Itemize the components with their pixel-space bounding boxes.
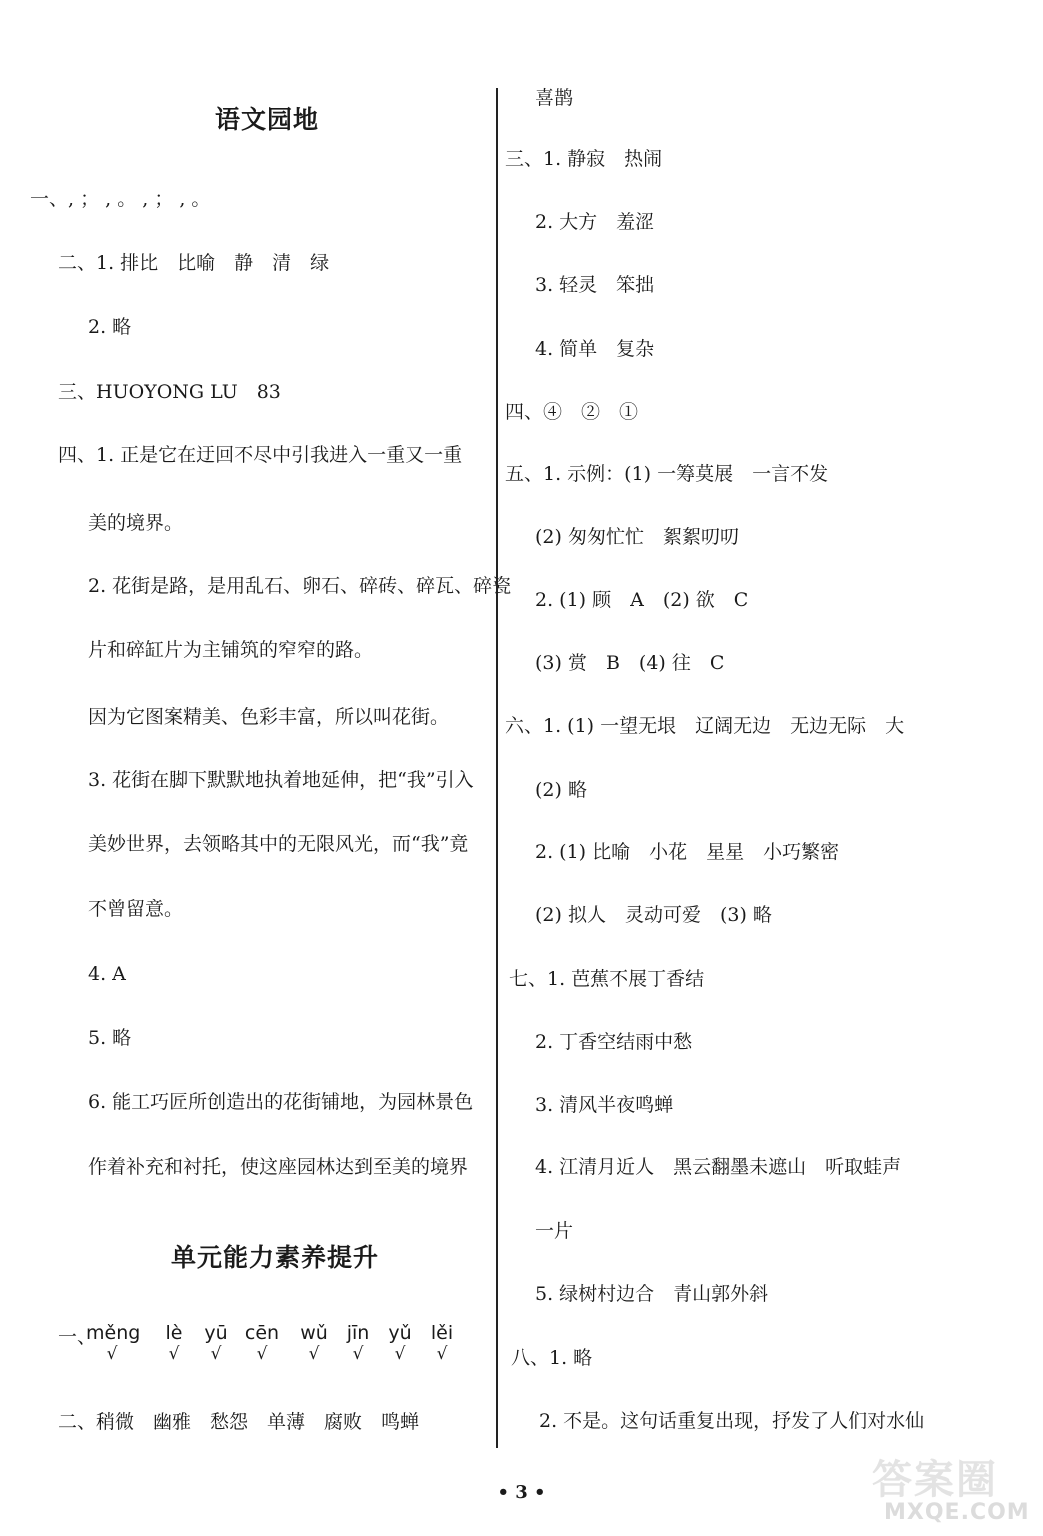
answer-line: 二、稍微 幽雅 愁怨 单薄 腐败 鸣蝉 [58,1411,420,1433]
answer-line: 三、1. 静寂 热闹 [505,148,663,170]
check-mark-icon: √ [256,1344,268,1364]
answer-line: 作着补充和衬托，使这座园林达到至美的境界 [88,1156,469,1178]
answer-line: 6. 能工巧匠所创造出的花街铺地，为园林景色 [88,1091,474,1113]
answer-line: (2) 拟人 灵动可爱 (3) 略 [535,904,772,926]
answer-line: 片和碎缸片为主铺筑的窄窄的路。 [88,639,374,661]
answer-line: 二、1. 排比 比喻 静 清 绿 [58,252,330,274]
answer-line: 4. 江清月近人 黑云翻墨未遮山 听取蛙声 [535,1156,902,1178]
watermark-logo [872,1448,1030,1528]
answer-line: 喜鹊 [535,87,574,109]
check-mark-icon: √ [436,1344,448,1364]
answer-line: 2. 大方 羞涩 [535,211,655,233]
question-number: 一、 [58,1326,97,1348]
column-divider [496,88,498,1448]
answer-line: (2) 略 [535,779,587,801]
section-title-yuwen-yuandi: 语文园地 [215,105,320,134]
answer-line: 2. (1) 顾 A (2) 欲 C [535,589,749,611]
answer-line: 五、1. 示例：(1) 一筹莫展 一言不发 [505,463,829,485]
answer-line: 2. 略 [88,316,132,338]
pinyin-item: yū √ [190,1322,242,1364]
answer-line: 2. 花街是路，是用乱石、卵石、碎砖、碎瓦、碎瓷 [88,575,512,597]
answer-line: 5. 绿树村边合 青山郭外斜 [535,1283,769,1305]
pinyin-item: lěi √ [416,1322,468,1364]
check-mark-icon: √ [352,1344,364,1364]
answer-line: 一、, ； , 。 , ； , 。 [30,188,211,210]
answer-line: 八、1. 略 [511,1347,593,1369]
answer-line: 2. (1) 比喻 小花 星星 小巧繁密 [535,841,840,863]
answer-line: 七、1. 芭蕉不展丁香结 [509,968,705,990]
check-mark-icon: √ [394,1344,406,1364]
watermark-text: 答案圈 [872,1457,998,1503]
check-mark-icon: √ [168,1344,180,1364]
answer-line: 六、1. (1) 一望无垠 辽阔无边 无边无际 大 [505,715,905,737]
check-mark-icon: √ [308,1344,320,1364]
check-mark-icon: √ [106,1344,118,1364]
answer-line: 一片 [535,1220,574,1242]
pinyin-item: cēn √ [236,1322,288,1364]
watermark-url: MXQE.COM [884,1500,1030,1525]
answer-line: (2) 匆匆忙忙 絮絮叨叨 [535,526,739,548]
pinyin-item: yǔ √ [374,1322,426,1364]
answer-line: 美妙世界，去领略其中的无限风光，而“我”竟 [88,833,469,855]
answer-line: (3) 赏 B (4) 往 C [535,652,725,674]
pinyin-item: měng √ [86,1322,141,1364]
pinyin-answer-row [58,1322,478,1368]
answer-line: 3. 清风半夜鸣蝉 [535,1094,674,1116]
answer-line: 5. 略 [88,1027,132,1049]
pinyin-item: lè √ [148,1322,200,1364]
page-number: • 3 • [497,1482,546,1503]
answer-line: 2. 丁香空结雨中愁 [535,1031,693,1053]
pinyin-item: jīn √ [332,1322,384,1364]
answer-line: 三、HUOYONG LU 83 [58,381,281,403]
answer-line: 因为它图案精美、色彩丰富，所以叫花街。 [88,706,450,728]
answer-line: 四、④ ② ① [505,401,639,423]
section-title-unit-review: 单元能力素养提升 [171,1243,380,1272]
answer-line: 4. 简单 复杂 [535,338,655,360]
answer-line: 3. 花街在脚下默默地执着地延伸，把“我”引入 [88,769,474,791]
answer-line: 2. 不是。这句话重复出现，抒发了人们对水仙 [539,1410,925,1432]
answer-line: 4. A [88,963,126,985]
answer-line: 四、1. 正是它在迂回不尽中引我进入一重又一重 [58,444,463,466]
pinyin-item: wǔ √ [288,1322,340,1364]
answer-line: 美的境界。 [88,512,184,534]
check-mark-icon: √ [210,1344,222,1364]
answer-line: 不曾留意。 [88,898,184,920]
answer-line: 3. 轻灵 笨拙 [535,274,655,296]
